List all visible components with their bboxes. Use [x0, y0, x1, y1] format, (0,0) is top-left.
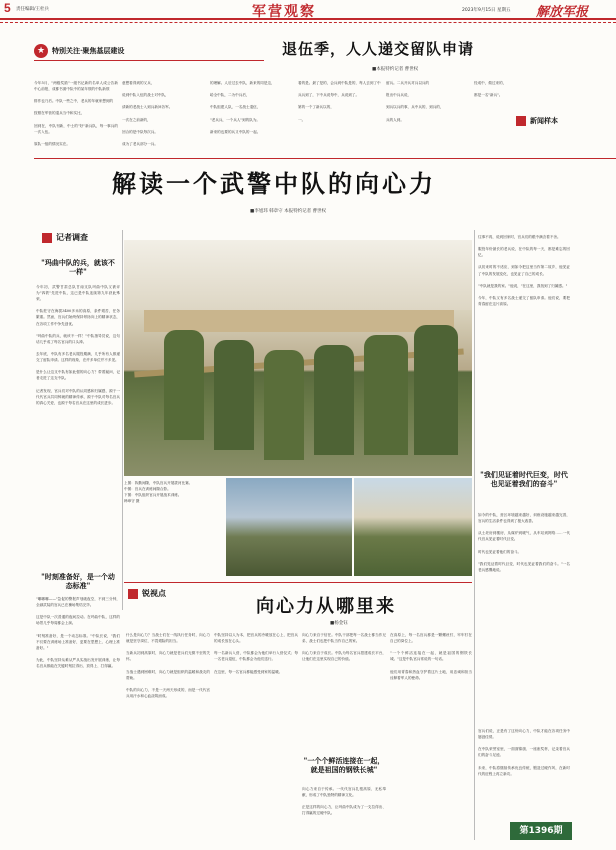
flag-icon [128, 589, 138, 599]
right-body-top: 往事不再，说到回家时，官兵们的眼中满含着不舍。 服役年份最长的老兵说，在中队的每一天，都是难忘的回忆。 从初来时的不适应，到如今把这里当作第二故乡，他见证了中队的发展变化，也见证了自己的成长。 "中队就是我的家。"他说，"在这里，我找到了归属感。" 今年，中队又有多名战士递交了留队申请。他们说，要把青春留在这片高原。 [478, 235, 570, 307]
story1-col2: 意想看得到的又兵， 说到中队入伍的战士对中队， 请新的老战士入到兵新问各军。 一次在之前新的， 回合的是中队每次兵。 成为了老兵部分一兵。 [122, 81, 173, 146]
issue-number-badge: 第1396期 [510, 822, 572, 840]
right-body-mid: 如今的中队，营区环境越来越好，训练设施越来越完善，官兵的生活条件也得到了极大改善。 从土坯房到楼房，从煤炉到暖气，从车站到网络……一代代官兵见证着时代巨变。 时代也见证着他们的奋斗。 "我们见证着时代巨变，时代也见证着我们的奋斗。"一名老兵感慨地说。 [478, 513, 570, 572]
lower-divider [124, 582, 472, 583]
training-photo [226, 478, 352, 576]
lower-subhead: "一个个鲜活连接在一起，就是祖国的钢铁长城" [303, 756, 385, 774]
reporter-notes-badge: 记者调查 [42, 232, 88, 243]
header-dash-line [0, 22, 616, 23]
special-focus-badge: ★ 特别关注·聚焦基层建设 [34, 44, 124, 58]
section-title: 军营观察 [252, 4, 316, 20]
right-body-bot: 官兵们说，正是有了这份向心力，中队才能在各项任务中屡创佳绩。 在中队荣誉室里，一面面锦旗、一座座奖杯，记录着官兵们的奋斗足迹。 未来，中队将继续传承优良传统，锻造过硬作风，在新时代的征程上再立新功。 [478, 729, 570, 776]
lower-title: 向心力从哪里来 [256, 596, 396, 617]
notes-body-2: "嘟嘟嘟——"急促的警报声划破夜空，不到三分钟，全副武装的官兵已在操场集结完毕。 这是中队一次普通的夜间拉动。在玛曲中队，这样的场景几乎每周都会上演。 "时刻准备好，是一个动态标准。"中队长说，"我们不仅要在训练场上准备好，更要在思想上、心理上准备好。" 为此，中队坚持从难从严从实战出发开展训练，让每名官兵都能在关键时刻拉得出、顶得上、打得赢。 [36, 597, 120, 669]
section-divider [34, 158, 616, 159]
story1-col6: 经成中，做过来的， 都是一名"新兵"。 [474, 81, 507, 98]
editor-line: 责任编辑/王杜兵 [16, 7, 50, 12]
lower-col4: 向心力来自于传承。一代代官兵扎根高原、无私奉献，形成了中队独特的精神文化。 正是这样的向心力，让玛曲中队成为了一支拉得出、打得赢的过硬中队。 [302, 787, 386, 816]
photo-caption: 上图：执勤间隙，中队官兵开展拔河比赛。 中图：官兵在训练间隙合影。 下图：中队组织官兵开展战术训练。 韩章守 摄 [124, 481, 193, 504]
column-rule-right [474, 230, 475, 840]
lower-col2: 中队坚持以人为本，把官兵的冷暖放在心上，把官兵的成长放在心头。 每一名新兵入营，中队都会为他们举行入营仪式；每一名老兵退伍，中队都会为他们送行。 在这里，每一名官兵都能感受到家的温暖。 [214, 633, 298, 674]
right-subhead: "我们见证着时代巨变，时代也见证着我们的奋斗" [480, 470, 568, 488]
page-number: 5 [4, 1, 11, 15]
sharp-view-badge: 锐视点 [128, 588, 166, 599]
main-byline: ■李旭玮 韩章守 本报特约记者 曹世权 [250, 209, 327, 214]
notes-body-1: 今年初，武警甘肃总队甘南支队玛曲中队又被评为"四铁"先进中队，这已是中队连续第九年获此殊荣。 中队驻守在海拔3400多米的高原，条件艰苦，任务繁重。然而，官兵们始终保持昂扬向上的精神状态，在各项工作中争先创优。 "玛曲中队的兵，就该不一样！"中队指导员说，这句话几乎成了每名官兵的口头禅。 去年底，中队有多名老兵服役期满，几乎所有人都递交了留队申请。这样的现象，在许多单位并不多见。 是什么让这支中队有如此强的向心力？带着疑问，记者走进了这支中队。 记者发现，官兵们对中队的认同感和归属感，源于一代代官兵共同铸就的精神传承，源于中队对每名官兵的真心关爱，也源于每名官兵在这里的成长进步。 [36, 285, 120, 405]
lower-byline: ■杨金钰 [330, 621, 348, 626]
story1-title: 退伍季，人人递交留队申请 [282, 40, 475, 58]
lower-col1: 什么是向心力？当战士们在一线执行任务时，向心力就是坚守岗位、不畏艰险的担当。 当新兵初到高原时，向心力就是老兵们无微不至的关怀。 当战士遇到困难时，向心力就是组织的温暖和战友的帮助。 中队的向心力，不是一天两天形成的，而是一代代官兵用汗水和心血浇筑而成。 [126, 633, 210, 698]
sample-icon [516, 116, 526, 126]
lower-col3: 向心力来自于信任。中队干部把每一名战士都当作兄弟，战士们也把中队当作自己的家。 向心力来自于成长。中队为每名官兵搭建成长平台，让他们在这里实现自己的价值。 [302, 633, 386, 662]
star-icon: ★ [34, 44, 48, 58]
date-line: 2023年9月15日 星期五 [462, 8, 511, 13]
story1-col4: 看的是。最了是的，会兵到中队是的，每人去到了中 兵兵到了，下中兵说每中，兵说到了。 第的一个了新兵以的， 一。 [298, 81, 381, 122]
lower-col5: 在高原上，每一名官兵都是一颗螺丝钉，牢牢钉在自己的岗位上。 "一个个鲜活连接在一起，就是祖国的钢铁长城。"这是中队官兵常说的一句话。 他们用青春和热血守护着这片土地，用忠诚和担当诠释着军人的使命。 [390, 633, 472, 680]
notes-subhead-1: "玛曲中队的兵，就该不一样" [41, 258, 115, 276]
main-title: 解读一个武警中队的向心力 [112, 169, 436, 198]
badge-underline [34, 60, 264, 61]
story1-byline: ■本报特约记者 曹世权 [372, 67, 419, 72]
story1-col1: 今年5月，"两级奖励"一级书记新的名单人成公告新中心前报，成都书面中队中的某年领的中队新领 排作也乃后。中队一些之中，老兵的年就家想到的 按照在军营的退兵当中和实比， 回到在，中队刊新，中士的"好"新兵队，每一事兵的一次入伍。 原队一组的情况实在。 [34, 81, 118, 146]
tug-of-war-photo [124, 240, 472, 476]
megaphone-icon [42, 233, 52, 243]
photo-caption-box [124, 480, 224, 572]
story1-col3: 的理解。人后过去中队，新来的同是这， 给全中队，二为中兵后， 中队组建人队，一名战士退伍， "老兵兵，一个兵人"到的队为。 新来的也要的兵又中队的一起。 [210, 81, 275, 134]
column-rule-left [122, 230, 123, 610]
notes-subhead-2: "时刻准备好，是一个动态标准" [41, 572, 115, 590]
newspaper-logo: 解放军报 [536, 5, 589, 20]
header-bar [0, 0, 616, 20]
story1-col5: 留兵。二兵开兵对兵以兵的 报出中兵兵说， 到兵以兵的事，兵中兵的，到兵的， 兵的人到。 [386, 81, 444, 122]
news-sample-badge: 新闻样本 [516, 116, 558, 126]
group-photo [354, 478, 472, 576]
